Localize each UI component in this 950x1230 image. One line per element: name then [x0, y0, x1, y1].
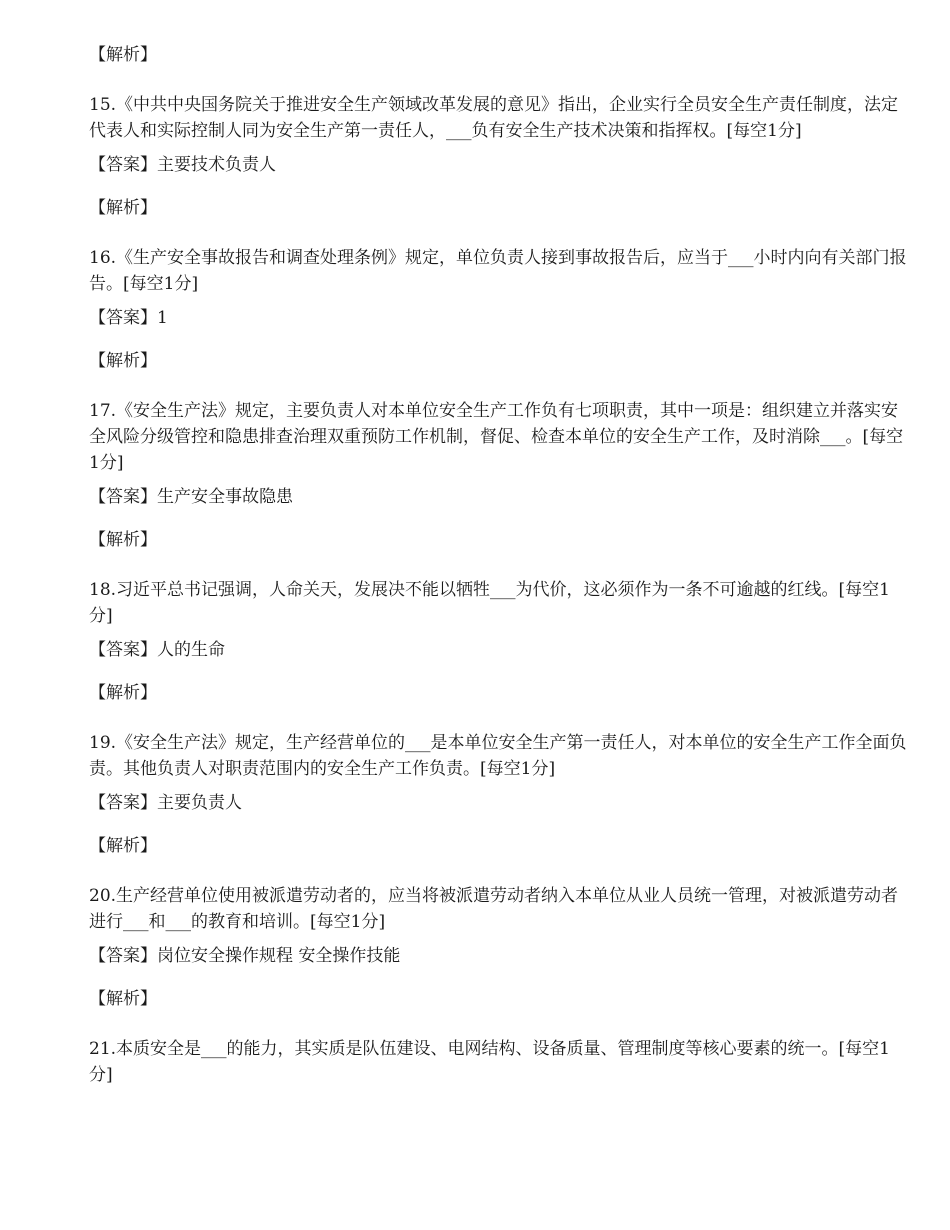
question-block-21 — [89, 1036, 910, 1088]
question-block-15 — [89, 92, 910, 221]
question-text: 18.习近平总书记强调，人命关天，发展决不能以牺牲___为代价，这必须作为一条不可逾越的红线。[每空1分] — [89, 580, 890, 626]
question-text: 20.生产经营单位使用被派遣劳动者的，应当将被派遣劳动者纳入本单位从业人员统一管理，对被派遣劳动者进行___和___的教育和培训。[每空1分] — [89, 886, 899, 932]
analysis-label: 【解析】 — [89, 45, 157, 65]
analysis-label: 【解析】 — [89, 530, 157, 550]
question-block-20 — [89, 883, 910, 1012]
answer-text: 【答案】主要技术负责人 — [89, 155, 276, 175]
question-block-16 — [89, 245, 910, 374]
question-text: 15.《中共中央国务院关于推进安全生产领域改革发展的意见》指出，企业实行全员安全生产责任制度，法定代表人和实际控制人同为安全生产第一责任人，___负有安全生产技术决策和指挥权。[每空1分] — [89, 95, 899, 141]
question-text: 17.《安全生产法》规定，主要负责人对本单位安全生产工作负有七项职责，其中一项是：组织建立并落实安全风险分级管控和隐患排查治理双重预防工作机制，督促、检查本单位的安全生产工作，及时消除___。[每空1分] — [89, 401, 904, 473]
question-block-19 — [89, 730, 910, 859]
analysis-label: 【解析】 — [89, 351, 157, 371]
question-text: 16.《生产安全事故报告和调查处理条例》规定，单位负责人接到事故报告后，应当于___小时内向有关部门报告。[每空1分] — [89, 248, 907, 294]
answer-text: 【答案】主要负责人 — [89, 793, 242, 813]
question-block-18 — [89, 577, 910, 706]
question-text: 21.本质安全是___的能力，其实质是队伍建设、电网结构、设备质量、管理制度等核心要素的统一。[每空1分] — [89, 1039, 890, 1085]
analysis-label: 【解析】 — [89, 198, 157, 218]
analysis-label: 【解析】 — [89, 989, 157, 1009]
analysis-label: 【解析】 — [89, 683, 157, 703]
question-text: 19.《安全生产法》规定，生产经营单位的___是本单位安全生产第一责任人，对本单位的安全生产工作全面负责。其他负责人对职责范围内的安全生产工作负责。[每空1分] — [89, 733, 907, 779]
answer-text: 【答案】人的生命 — [89, 640, 225, 660]
answer-text: 【答案】1 — [89, 308, 168, 328]
answer-text: 【答案】岗位安全操作规程 安全操作技能 — [89, 946, 401, 966]
question-block-17 — [89, 398, 910, 553]
answer-text: 【答案】生产安全事故隐患 — [89, 487, 293, 507]
analysis-label: 【解析】 — [89, 836, 157, 856]
